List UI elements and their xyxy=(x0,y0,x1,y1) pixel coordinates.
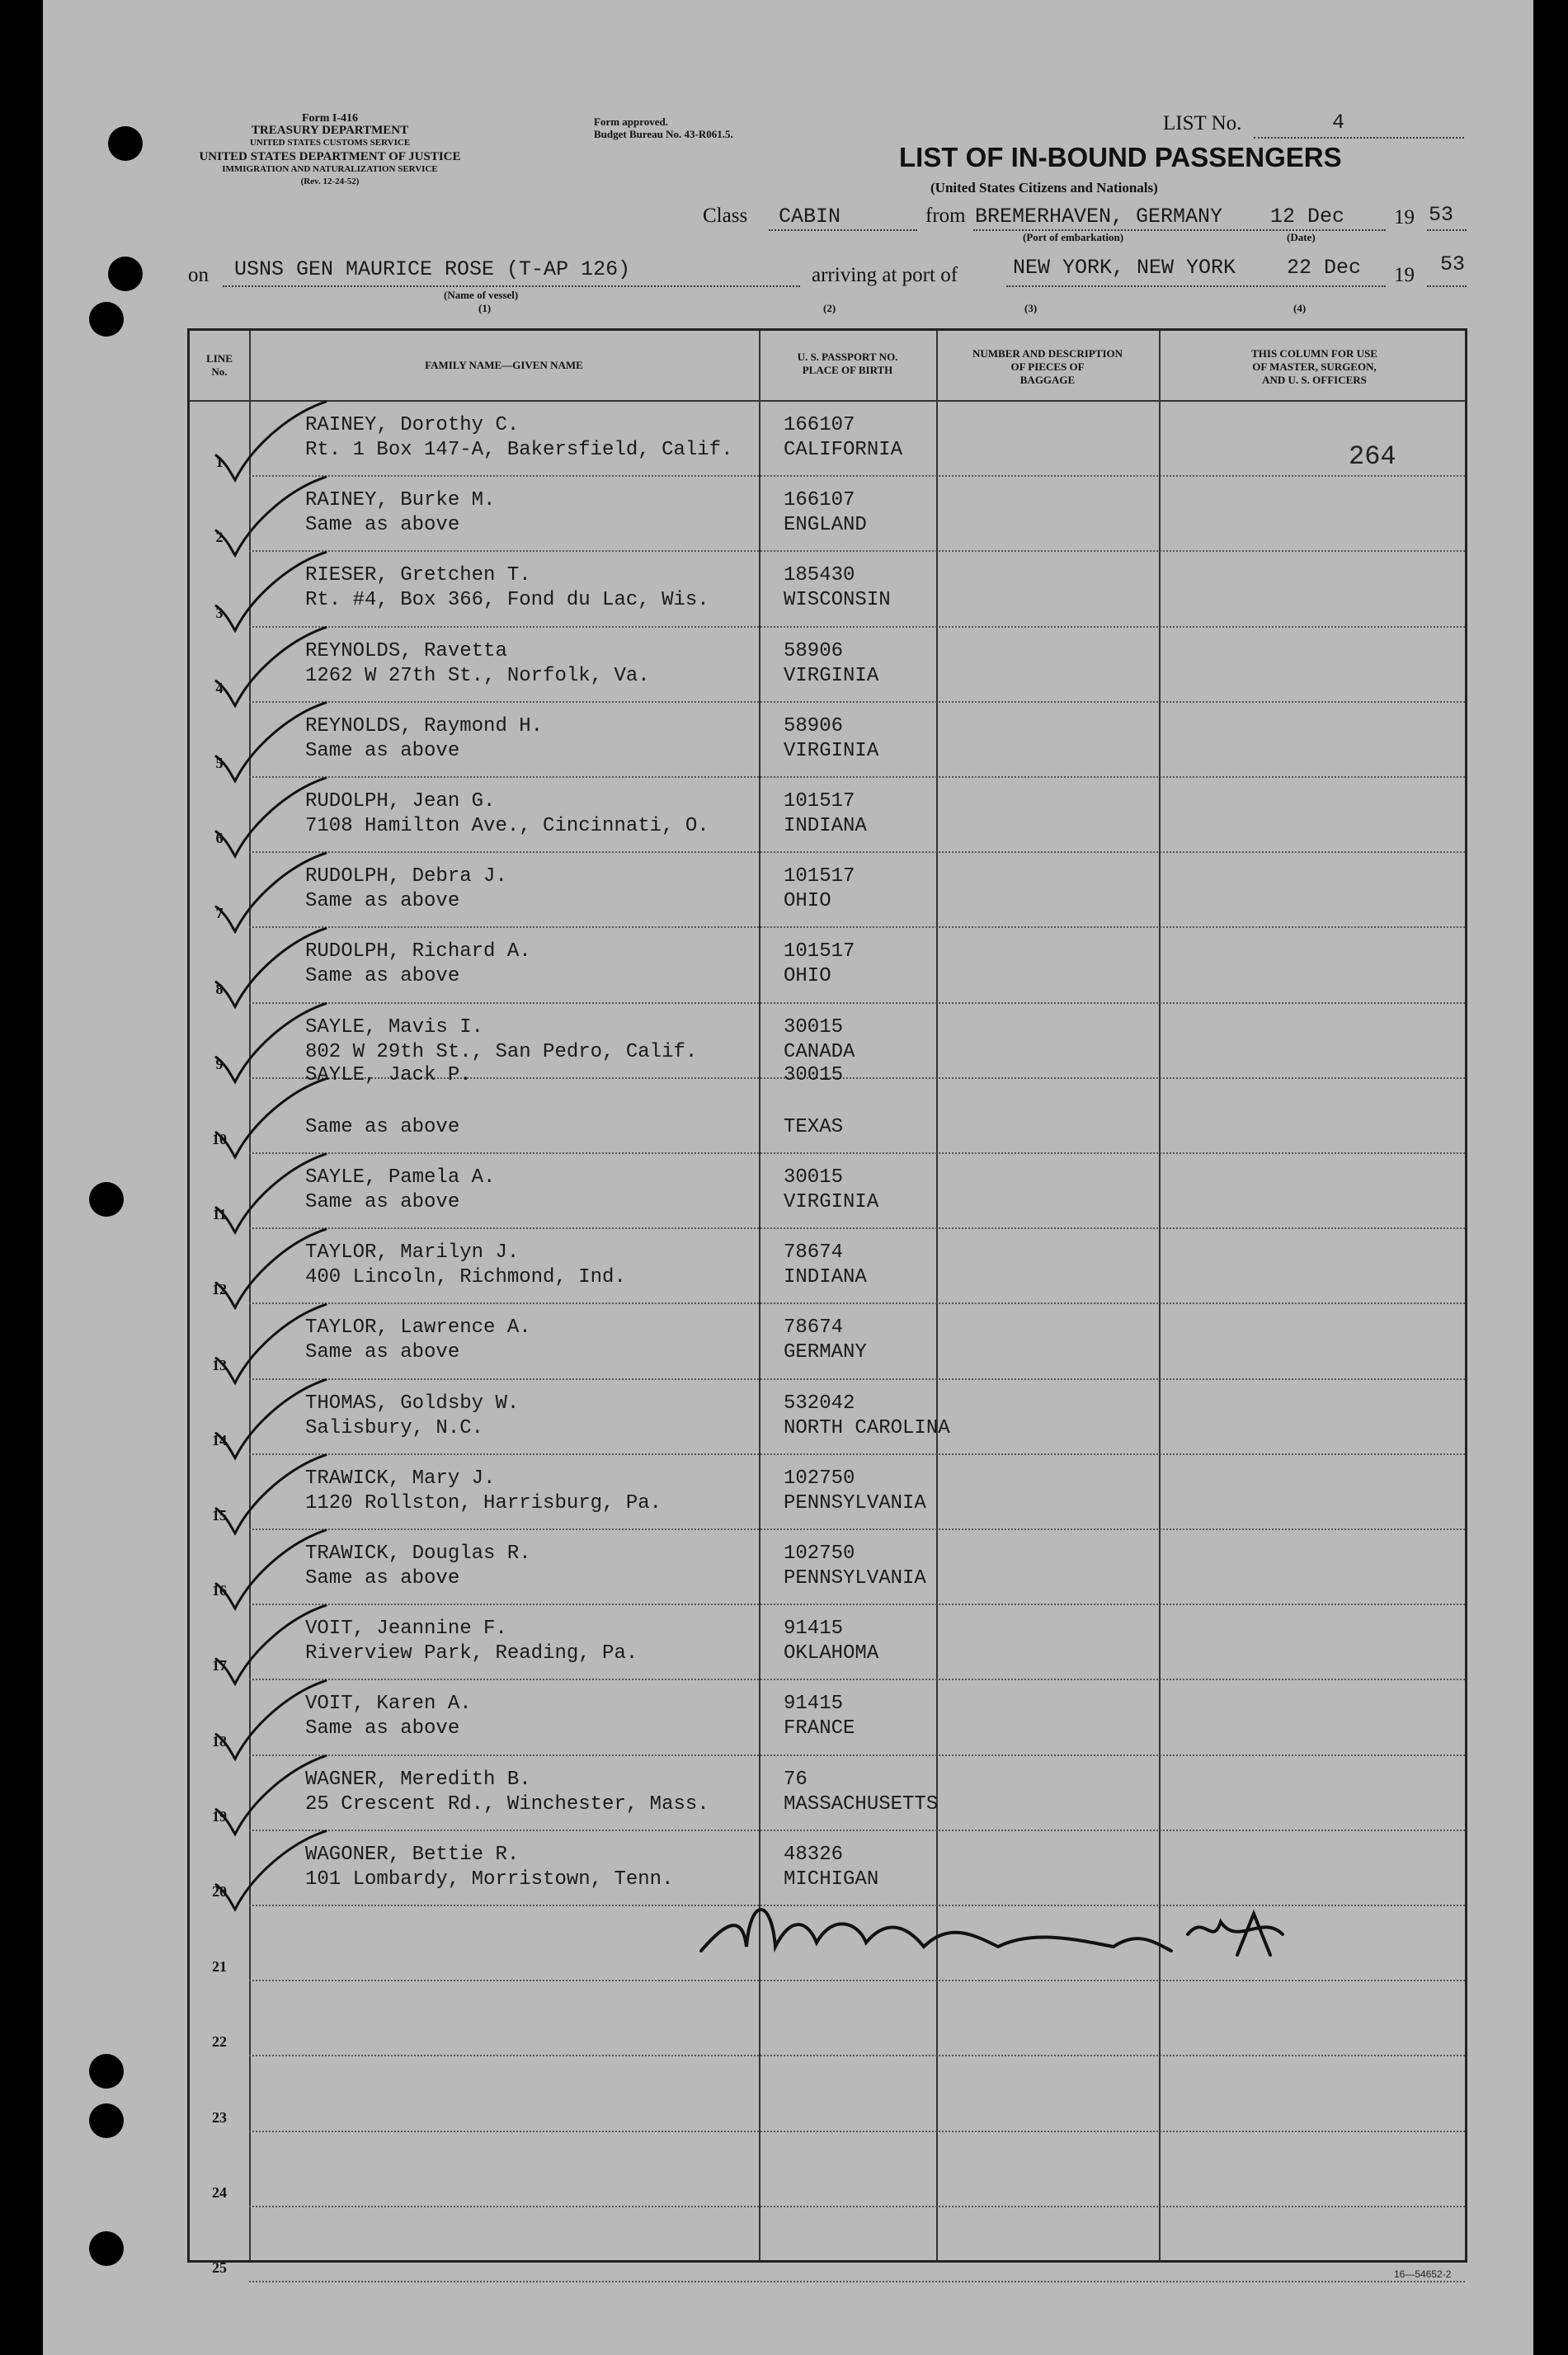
passenger-name: TAYLOR, Lawrence A. xyxy=(305,1316,531,1340)
line-number: 15 xyxy=(212,1507,227,1524)
dept-treasury: TREASURY DEPARTMENT xyxy=(251,124,409,137)
passenger-name: REYNOLDS, Raymond H. xyxy=(305,714,544,737)
row-divider xyxy=(249,1528,1465,1530)
arrival-year-underline xyxy=(1427,285,1467,287)
passport-number: 48326 xyxy=(784,1843,844,1866)
line-number: 9 xyxy=(215,1055,224,1072)
line-number: 7 xyxy=(215,905,224,922)
form-number: Form I-416 xyxy=(301,112,359,125)
budget-bureau: Budget Bureau No. 43-R061.5. xyxy=(594,128,733,140)
row-divider xyxy=(249,550,1465,552)
place-of-birth: VIRGINIA xyxy=(784,1191,879,1213)
row-divider xyxy=(249,701,1465,703)
line-number: 24 xyxy=(212,2183,227,2201)
line-number: 22 xyxy=(212,2033,227,2051)
vessel-underline xyxy=(223,285,800,287)
line-number: 14 xyxy=(212,1431,227,1448)
line-number: 23 xyxy=(212,2108,227,2126)
col-caption-2: (2) xyxy=(823,302,836,314)
passenger-name: TRAWICK, Mary J. xyxy=(305,1467,496,1490)
place-of-birth: ENGLAND xyxy=(784,514,867,537)
passport-number: 91415 xyxy=(784,1618,844,1641)
passenger-name: TAYLOR, Marilyn J. xyxy=(305,1241,520,1265)
line-number: 16 xyxy=(212,1582,227,1599)
passenger-address: Rt. 1 Box 147-A, Bakersfield, Calif. xyxy=(305,439,733,461)
form-header-left xyxy=(177,112,483,188)
dept-justice: UNITED STATES DEPARTMENT OF JUSTICE xyxy=(199,150,461,163)
row-divider xyxy=(249,2281,1465,2282)
binder-hole xyxy=(89,2054,124,2089)
dept-customs: UNITED STATES CUSTOMS SERVICE xyxy=(249,138,411,148)
place-of-birth: GERMANY xyxy=(784,1341,867,1364)
passenger-address: 802 W 29th St., San Pedro, Calif. xyxy=(305,1040,698,1063)
passenger-address: 101 Lombardy, Morristown, Tenn. xyxy=(305,1868,674,1891)
passport-number: 166107 xyxy=(784,414,855,436)
row-divider xyxy=(249,926,1465,928)
passenger-name: VOIT, Karen A. xyxy=(305,1693,472,1716)
passenger-name: SAYLE, Mavis I. xyxy=(305,1015,484,1039)
place-of-birth: MICHIGAN xyxy=(784,1868,879,1891)
line-number: 6 xyxy=(215,830,224,847)
arrival-underline xyxy=(1006,285,1386,287)
place-of-birth: MASSACHUSETTS xyxy=(784,1792,939,1816)
row-divider xyxy=(249,1604,1465,1605)
place-of-birth: OHIO xyxy=(784,890,831,913)
line-number: 1 xyxy=(215,454,224,471)
place-of-birth: NORTH CAROLINA xyxy=(784,1416,950,1439)
row-divider xyxy=(249,1302,1465,1304)
vessel-name: USNS GEN MAURICE ROSE (T-AP 126) xyxy=(234,257,631,281)
passenger-name: SAYLE, Jack P. xyxy=(305,1063,472,1086)
passenger-name: REYNOLDS, Ravetta xyxy=(305,639,507,662)
header-name: FAMILY NAME—GIVEN NAME xyxy=(425,359,583,371)
row-divider xyxy=(249,1152,1465,1154)
row-divider xyxy=(249,1905,1465,1906)
dept-ins: IMMIGRATION AND NATURALIZATION SERVICE xyxy=(222,164,438,174)
binder-hole xyxy=(89,1182,124,1217)
class-underline xyxy=(769,229,917,231)
passport-number: 102750 xyxy=(784,1543,855,1565)
passport-number: 58906 xyxy=(784,639,844,662)
place-of-birth: FRANCE xyxy=(784,1717,855,1740)
passenger-address: Salisbury, N.C. xyxy=(305,1416,484,1439)
passport-number: 532042 xyxy=(784,1392,855,1415)
passenger-address: Same as above xyxy=(305,1115,460,1138)
place-of-birth: OKLAHOMA xyxy=(784,1642,879,1665)
on-label: on xyxy=(188,264,209,286)
binder-hole xyxy=(108,257,143,291)
passenger-name: RAINEY, Burke M. xyxy=(305,489,496,512)
row-divider xyxy=(249,776,1465,778)
arrival-year: 53 xyxy=(1440,252,1466,276)
class-value: CABIN xyxy=(779,205,841,228)
row-divider xyxy=(249,1754,1465,1756)
passport-number: 166107 xyxy=(784,489,855,512)
line-number: 10 xyxy=(212,1131,227,1147)
line-number: 12 xyxy=(212,1281,227,1298)
header-officers: THIS COLUMN FOR USE OF MASTER, SURGEON, AND U. S. OFFICERS xyxy=(1251,347,1377,386)
list-no-label: LIST No. xyxy=(1163,112,1242,134)
passport-number: 30015 xyxy=(784,1166,844,1189)
passport-number: 30015 xyxy=(784,1015,844,1039)
col-divider xyxy=(759,331,760,2260)
passport-number: 91415 xyxy=(784,1693,844,1716)
row-divider xyxy=(249,2055,1465,2056)
line-number: 13 xyxy=(212,1356,227,1373)
passenger-name: VOIT, Jeannine F. xyxy=(305,1618,507,1641)
passport-number: 101517 xyxy=(784,940,855,963)
passport-number: 101517 xyxy=(784,790,855,812)
passport-number: 58906 xyxy=(784,714,844,737)
from-date: 12 Dec xyxy=(1270,205,1345,228)
line-number: 25 xyxy=(212,2259,227,2276)
passenger-name: SAYLE, Pamela A. xyxy=(305,1166,496,1189)
arrival-year-prefix: 19 xyxy=(1394,264,1415,286)
page-title: LIST OF IN-BOUND PASSENGERS xyxy=(899,142,1342,172)
row-divider xyxy=(249,2131,1465,2132)
from-label: from xyxy=(925,205,966,227)
passport-number: 30015 xyxy=(784,1063,844,1086)
place-of-birth: CALIFORNIA xyxy=(784,439,903,461)
header-line-no: LINE No. xyxy=(206,352,233,378)
form-revision: (Rev. 12-24-52) xyxy=(300,177,360,186)
passenger-name: RUDOLPH, Debra J. xyxy=(305,865,507,888)
place-of-birth: TEXAS xyxy=(784,1115,844,1138)
passenger-address: Same as above xyxy=(305,514,460,537)
passenger-address: Same as above xyxy=(305,890,460,913)
place-of-birth: PENNSYLVANIA xyxy=(784,1567,926,1590)
passport-number: 76 xyxy=(784,1768,808,1791)
col-divider xyxy=(1159,331,1161,2260)
passenger-address: Same as above xyxy=(305,1341,460,1364)
date-caption: (Date) xyxy=(1287,231,1316,243)
col-caption-1: (1) xyxy=(478,302,492,314)
officer-note: 264 xyxy=(1349,441,1396,472)
header-divider xyxy=(190,400,1465,402)
passenger-address: 25 Crescent Rd., Winchester, Mass. xyxy=(305,1792,709,1816)
passenger-address: Riverview Park, Reading, Pa. xyxy=(305,1642,638,1665)
binder-hole xyxy=(89,2103,124,2138)
from-year: 53 xyxy=(1429,203,1454,227)
binder-hole xyxy=(108,126,143,161)
arrival-port: NEW YORK, NEW YORK xyxy=(1013,256,1236,280)
place-of-birth: VIRGINIA xyxy=(784,664,879,687)
passenger-address: 1262 W 27th St., Norfolk, Va. xyxy=(305,664,650,687)
row-divider xyxy=(249,1227,1465,1229)
form-approved: Form approved. xyxy=(594,115,669,128)
row-divider xyxy=(249,2206,1465,2207)
passenger-address: 7108 Hamilton Ave., Cincinnati, O. xyxy=(305,815,709,837)
line-number: 4 xyxy=(215,679,224,696)
passport-number: 78674 xyxy=(784,1241,844,1265)
from-port: BREMERHAVEN, GERMANY xyxy=(975,205,1223,228)
row-divider xyxy=(249,475,1465,477)
passenger-address: Rt. #4, Box 366, Fond du Lac, Wis. xyxy=(305,589,709,612)
list-no-value: 4 xyxy=(1332,111,1345,134)
passenger-name: WAGNER, Meredith B. xyxy=(305,1768,531,1791)
row-divider xyxy=(249,1980,1465,1981)
passenger-address: Same as above xyxy=(305,1191,460,1213)
class-label: Class xyxy=(703,205,748,227)
arriving-label: arriving at port of xyxy=(812,264,958,286)
passenger-name: RUDOLPH, Jean G. xyxy=(305,790,496,812)
header-baggage: NUMBER AND DESCRIPTION OF PIECES OF BAGGAGE xyxy=(972,347,1123,386)
row-divider xyxy=(249,1002,1465,1004)
line-number: 5 xyxy=(215,755,224,771)
header-passport: U. S. PASSPORT NO. PLACE OF BIRTH xyxy=(797,351,898,376)
line-number: 8 xyxy=(215,980,224,997)
passport-number: 185430 xyxy=(784,564,855,587)
row-divider xyxy=(249,1453,1465,1455)
line-number: 3 xyxy=(215,604,224,621)
from-year-prefix: 19 xyxy=(1394,206,1415,228)
passenger-address: Same as above xyxy=(305,965,460,988)
passenger-name: WAGONER, Bettie R. xyxy=(305,1843,520,1866)
arrival-date: 22 Dec xyxy=(1287,256,1362,280)
line-number: 11 xyxy=(212,1206,227,1223)
row-divider xyxy=(249,851,1465,853)
col-caption-3: (3) xyxy=(1024,302,1038,314)
passport-number: 101517 xyxy=(784,865,855,888)
passenger-name: RIESER, Gretchen T. xyxy=(305,564,531,587)
passport-number: 102750 xyxy=(784,1467,855,1490)
form-approval xyxy=(594,115,733,140)
passenger-name: RAINEY, Dorothy C. xyxy=(305,414,520,436)
place-of-birth: PENNSYLVANIA xyxy=(784,1491,926,1514)
col-divider xyxy=(249,331,251,2260)
vessel-caption: (Name of vessel) xyxy=(444,289,519,301)
passenger-name: RUDOLPH, Richard A. xyxy=(305,940,531,963)
place-of-birth: INDIANA xyxy=(784,815,867,837)
place-of-birth: CANADA xyxy=(784,1040,855,1063)
passenger-name: TRAWICK, Douglas R. xyxy=(305,1543,531,1565)
line-number: 20 xyxy=(212,1883,227,1900)
binder-hole xyxy=(89,302,124,337)
port-caption: (Port of embarkation) xyxy=(1023,231,1124,243)
passenger-address: 1120 Rollston, Harrisburg, Pa. xyxy=(305,1491,662,1514)
passenger-address: 400 Lincoln, Richmond, Ind. xyxy=(305,1266,626,1289)
passport-number: 78674 xyxy=(784,1316,844,1340)
col-caption-4: (4) xyxy=(1293,302,1307,314)
line-number: 2 xyxy=(215,529,224,546)
line-number: 19 xyxy=(212,1807,227,1825)
line-number: 18 xyxy=(212,1732,227,1750)
list-no-underline xyxy=(1254,137,1464,139)
passenger-address: Same as above xyxy=(305,739,460,762)
passenger-address: Same as above xyxy=(305,1717,460,1740)
from-year-underline xyxy=(1427,229,1467,231)
passenger-address: Same as above xyxy=(305,1567,460,1590)
row-divider xyxy=(249,1830,1465,1831)
col-divider xyxy=(936,331,938,2260)
row-divider xyxy=(249,1378,1465,1380)
page-subtitle: (United States Citizens and Nationals) xyxy=(930,180,1158,195)
passenger-name: THOMAS, Goldsby W. xyxy=(305,1392,520,1415)
row-divider xyxy=(249,626,1465,628)
place-of-birth: OHIO xyxy=(784,965,831,988)
footer-code: 16—54652-2 xyxy=(1394,2268,1452,2280)
place-of-birth: INDIANA xyxy=(784,1266,867,1289)
binder-hole xyxy=(89,2231,124,2266)
line-number: 17 xyxy=(212,1657,227,1674)
line-number: 21 xyxy=(212,1958,227,1976)
row-divider xyxy=(249,1679,1465,1680)
place-of-birth: WISCONSIN xyxy=(784,589,891,612)
place-of-birth: VIRGINIA xyxy=(784,739,879,762)
